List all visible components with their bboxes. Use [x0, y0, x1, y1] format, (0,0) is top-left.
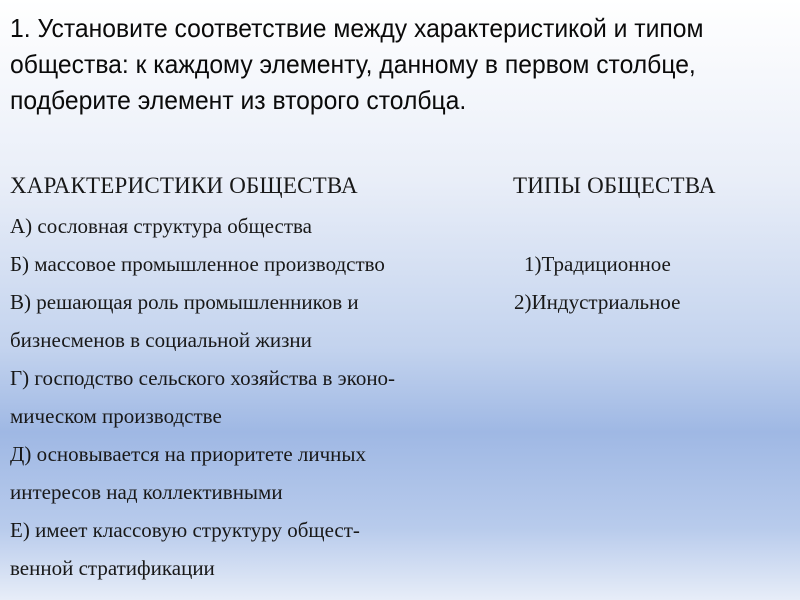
task-text: 1. Установите соответствие между характеристикой и типом общества: к каждому элементу, данному в первом столбце, подберите элемент из второго столбца. — [10, 13, 704, 115]
characteristic-a: А) сословная структура общества — [10, 214, 312, 238]
characteristic-g: Г) господство сельского хозяйства в эконо- — [10, 366, 396, 390]
type-traditional: 1)Традиционное — [524, 252, 671, 276]
type-industrial: 2)Индустриальное — [514, 290, 681, 314]
characteristic-v: В) решающая роль промышленников и — [10, 290, 359, 314]
characteristic-g-cont: мическом производстве — [10, 404, 222, 428]
characteristic-d-cont: интересов над коллективными — [10, 480, 283, 504]
characteristic-e: Е) имеет классовую структуру общест- — [10, 518, 360, 542]
characteristic-d: Д) основывается на приоритете личных — [10, 442, 367, 466]
characteristic-v-cont: бизнесменов в социальной жизни — [10, 328, 312, 352]
types-header: ТИПЫ ОБЩЕСТВА — [513, 173, 716, 198]
characteristic-e-cont: венной стратификации — [10, 556, 215, 580]
characteristic-b: Б) массовое промышленное производство — [10, 252, 385, 276]
characteristics-header: ХАРАКТЕРИСТИКИ ОБЩЕСТВА — [10, 173, 358, 198]
